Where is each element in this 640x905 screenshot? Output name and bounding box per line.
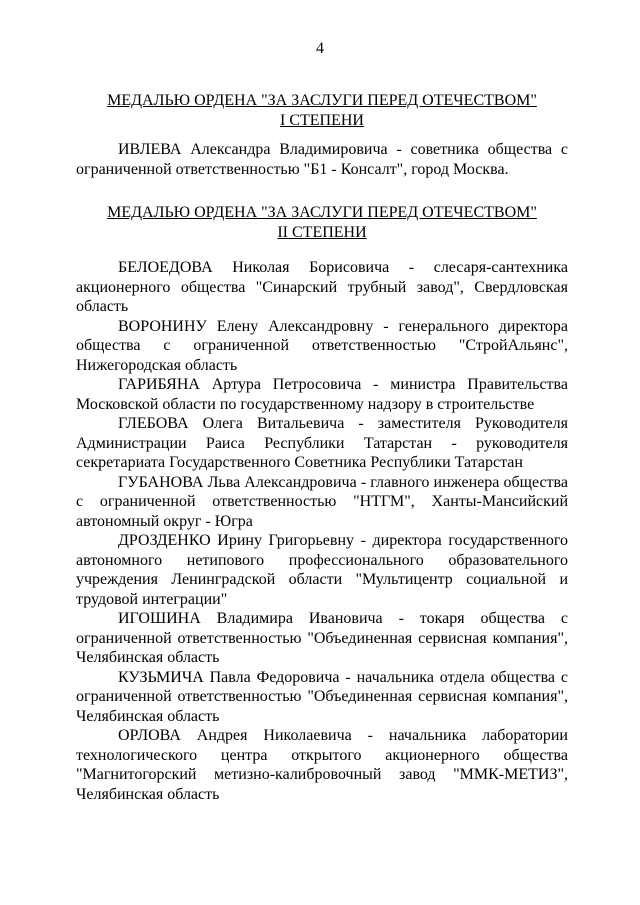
award-entry: ИВЛЕВА Александра Владимировича - советника общества с ограниченной ответственностью "Б1 - Консалт", город Москва. [76,141,568,178]
section-heading-degree-1 [76,91,568,131]
section-heading-line: МЕДАЛЬЮ ОРДЕНА "ЗА ЗАСЛУГИ ПЕРЕД ОТЕЧЕСТВОМ" [107,92,537,109]
section-heading-line: МЕДАЛЬЮ ОРДЕНА "ЗА ЗАСЛУГИ ПЕРЕД ОТЕЧЕСТВОМ" [107,204,537,221]
award-entry: ОРЛОВА Андрея Николаевича - начальника лаборатории технологического центра открытого акционерного общества "Магнитогорский метизно-калибровочный завод "ММК-МЕТИЗ", Челябинская область [76,727,568,803]
award-entry: ГЛЕБОВА Олега Витальевича - заместителя Руководителя Администрации Раиса Республики Татарстан - руководителя секретариата Государственного Советника Республики Татарстан [76,415,568,471]
award-entry: ГАРИБЯНА Артура Петросовича - министра Правительства Московской области по государственному надзору в строительстве [76,376,568,413]
award-list-degree-2 [76,258,568,804]
award-entry: БЕЛОЕДОВА Николая Борисовича - слесаря-сантехника акционерного общества "Синарский трубный завод", Свердловская область [76,259,568,315]
award-entry: КУЗЬМИЧА Павла Федоровича - начальника отдела общества с ограниченной ответственностью "Объединенная сервисная компания", Челябинская область [76,668,568,725]
section-heading-degree-2 [76,203,568,243]
section-heading-line: II СТЕПЕНИ [277,224,367,241]
award-entry: ИГОШИНА Владимира Ивановича - токаря общества с ограниченной ответственностью "Объединенная сервисная компания", Челябинская область [76,610,568,666]
page-number: 4 [316,40,324,57]
award-entry: ДРОЗДЕНКО Ирину Григорьевну - директора государственного автономного нетипового профессионального образовательного учреждения Ленинградской области "Мультицентр социальной и трудовой интеграции" [76,532,568,608]
award-entry: ВОРОНИНУ Елену Александровну - генерального директора общества с ограниченной ответственностью "СтройАльянс", Нижегородская область [76,317,568,374]
award-entry: ГУБАНОВА Льва Александровича - главного инженера общества с ограниченной ответственностью "НТГМ", Ханты-Мансийский автономный округ - Югра [76,473,568,530]
section-heading-line: I СТЕПЕНИ [280,112,364,129]
award-list-degree-1 [76,140,568,179]
